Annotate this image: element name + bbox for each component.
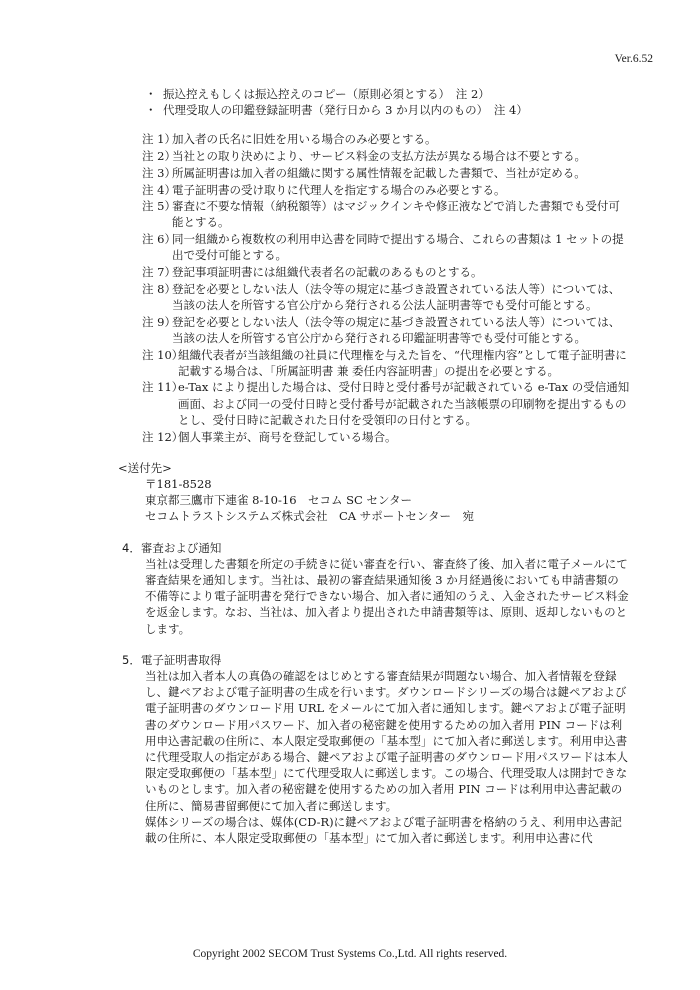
note-label: 注 10） <box>142 347 184 362</box>
note-label: 注 8） <box>142 281 176 296</box>
bullet-text: 振込控えもしくは振込控えのコピー（原則必須とする） 注 2） <box>163 87 490 101</box>
note-text: 審査に不要な情報（納税額等）はマジックインキや修正液などで消した書類でも受付可能とする。 <box>172 199 620 230</box>
note-label: 注 2） <box>142 149 176 164</box>
section-heading: 5．電子証明書取得 <box>122 652 222 667</box>
send-to-recipient: セコムトラストシステムズ株式会社 CA サポートセンター 宛 <box>145 509 474 524</box>
note-text: 当社との取り決めにより、サービス料金の支払方法が異なる場合は不要とする。 <box>172 149 586 164</box>
note-text: 登記事項証明書には組織代表者名の記載のあるものとする。 <box>172 265 483 280</box>
note-label: 注 11） <box>142 380 184 395</box>
note-label: 注 1） <box>142 132 176 147</box>
note-text: 加入者の氏名に旧姓を用いる場合のみ必要とする。 <box>172 132 437 147</box>
note-item <box>0 148 700 164</box>
version-label: Ver.6.52 <box>614 53 653 65</box>
section-review <box>0 540 700 637</box>
note-item <box>0 347 700 379</box>
note-item <box>0 165 700 181</box>
note-item <box>0 379 700 428</box>
note-item <box>0 231 700 263</box>
copyright-footer: Copyright 2002 SECOM Trust Systems Co.,Ltd. All rights reserved. <box>192 948 508 960</box>
note-text: e-Tax により提出した場合は、受付日時と受付番号が記載されている e-Tax の受信通知画面、および同一の受付日時と受付番号が記載された当該帳票の印刷物を提出するものとし、受付日時に記載された日付を受領印の日付とする。 <box>178 380 630 427</box>
notes-list <box>0 131 700 444</box>
note-label: 注 9） <box>142 314 176 329</box>
note-item <box>0 131 700 147</box>
send-to-postal: 〒181-8528 <box>145 476 212 491</box>
bullet-mark: ・ <box>145 87 157 101</box>
note-text: 電子証明書の受け取りに代理人を指定する場合のみ必要とする。 <box>172 182 506 197</box>
note-item <box>0 429 700 445</box>
send-to-heading: <送付先> <box>118 460 172 475</box>
bullet-item <box>0 102 700 118</box>
note-text: 個人事業主が、商号を登記している場合。 <box>178 429 397 444</box>
section-body <box>0 556 700 637</box>
note-item <box>0 182 700 198</box>
section-paragraph: 当社は加入者本人の真偽の確認をはじめとする審査結果が問題ない場合、加入者情報を登録し、鍵ペアおよび電子証明書の生成を行います。ダウンロードシリーズの場合は鍵ペアおよび電子証明書のダウンロード用 URL をメールにて加入者に通知します。鍵ペアおよび電子証明書のダウンロード用パスワード、加入者の秘密鍵を使用するための加入者用 PIN コードは利用申込書記載の住所に、本人限定受取郵便の「基本型」にて加入者に郵送します。利用申込書に代理受取人の指定がある場合、鍵ペアおよび電子証明書のダウンロード用パスワードは本人限定受取郵便の「基本型」にて代理受取人に郵送します。この場合、代理受取人は開封できないものとします。加入者の秘密鍵を使用するための加入者用 PIN コードは利用申込書記載の住所に、簡易書留郵便にて加入者に郵送します。 <box>145 669 628 813</box>
bullet-list <box>0 86 700 118</box>
note-item <box>0 314 700 346</box>
send-to-address: 東京都三鷹市下連雀 8-10-16 セコム SC センター <box>145 493 413 508</box>
bullet-mark: ・ <box>145 103 157 118</box>
note-text: 組織代表者が当該組織の社員に代理権を与えた旨を、“代理権内容”として電子証明書に記載する場合は、「所属証明書 兼 委任内容証明書」の提出を必要とする。 <box>178 347 627 378</box>
section-heading: 4．審査および通知 <box>122 540 222 555</box>
section-paragraph: 当社は受理した書類を所定の手続きに従い審査を行い、審査終了後、加入者に電子メールにて審査結果を通知します。当社は、最初の審査結果通知後 3 か月経過後においても申請書類の不備等により電子証明書を発行できない場合、加入者に通知のうえ、入金されたサービス料金を返金します。なお、当社は、加入者より提出された申請書類等は、原則、返却しないものとします。 <box>145 556 629 636</box>
section-body <box>0 668 700 846</box>
note-text: 登記を必要としない法人（法令等の規定に基づき設置されている法人等）については、当該の法人を所管する官公庁から発行される公法人証明書等でも受付可能とする。 <box>172 281 621 312</box>
send-to-block <box>0 460 700 525</box>
note-item <box>0 198 700 230</box>
note-label: 注 5） <box>142 199 176 214</box>
document-body <box>0 86 700 846</box>
note-label: 注 4） <box>142 182 176 197</box>
note-text: 登記を必要としない法人（法令等の規定に基づき設置されている法人等）については、当該の法人を所管する官公庁から発行される印鑑証明書等でも受付可能とする。 <box>172 314 621 345</box>
note-label: 注 7） <box>142 265 176 280</box>
bullet-item <box>0 86 700 102</box>
section-certificate <box>0 652 700 846</box>
section-paragraph: 媒体シリーズの場合は、媒体(CD-R)に鍵ペアおよび電子証明書を格納のうえ、利用申込書記載の住所に、本人限定受取郵便の「基本型」にて加入者に郵送します。利用申込書に代 <box>145 814 622 846</box>
note-label: 注 3） <box>142 165 176 180</box>
note-text: 同一組織から複数枚の利用申込書を同時で提出する場合、これらの書類は 1 セットの提出で受付可能とする。 <box>172 232 624 263</box>
note-item <box>0 281 700 313</box>
note-label: 注 6） <box>142 232 176 247</box>
note-label: 注 12） <box>142 429 184 444</box>
note-item <box>0 264 700 280</box>
bullet-text: 代理受取人の印鑑登録証明書（発行日から 3 か月以内のもの） 注 4） <box>163 103 528 118</box>
note-text: 所属証明書は加入者の組織に関する属性情報を記載した書類で、当社が定める。 <box>172 165 586 180</box>
